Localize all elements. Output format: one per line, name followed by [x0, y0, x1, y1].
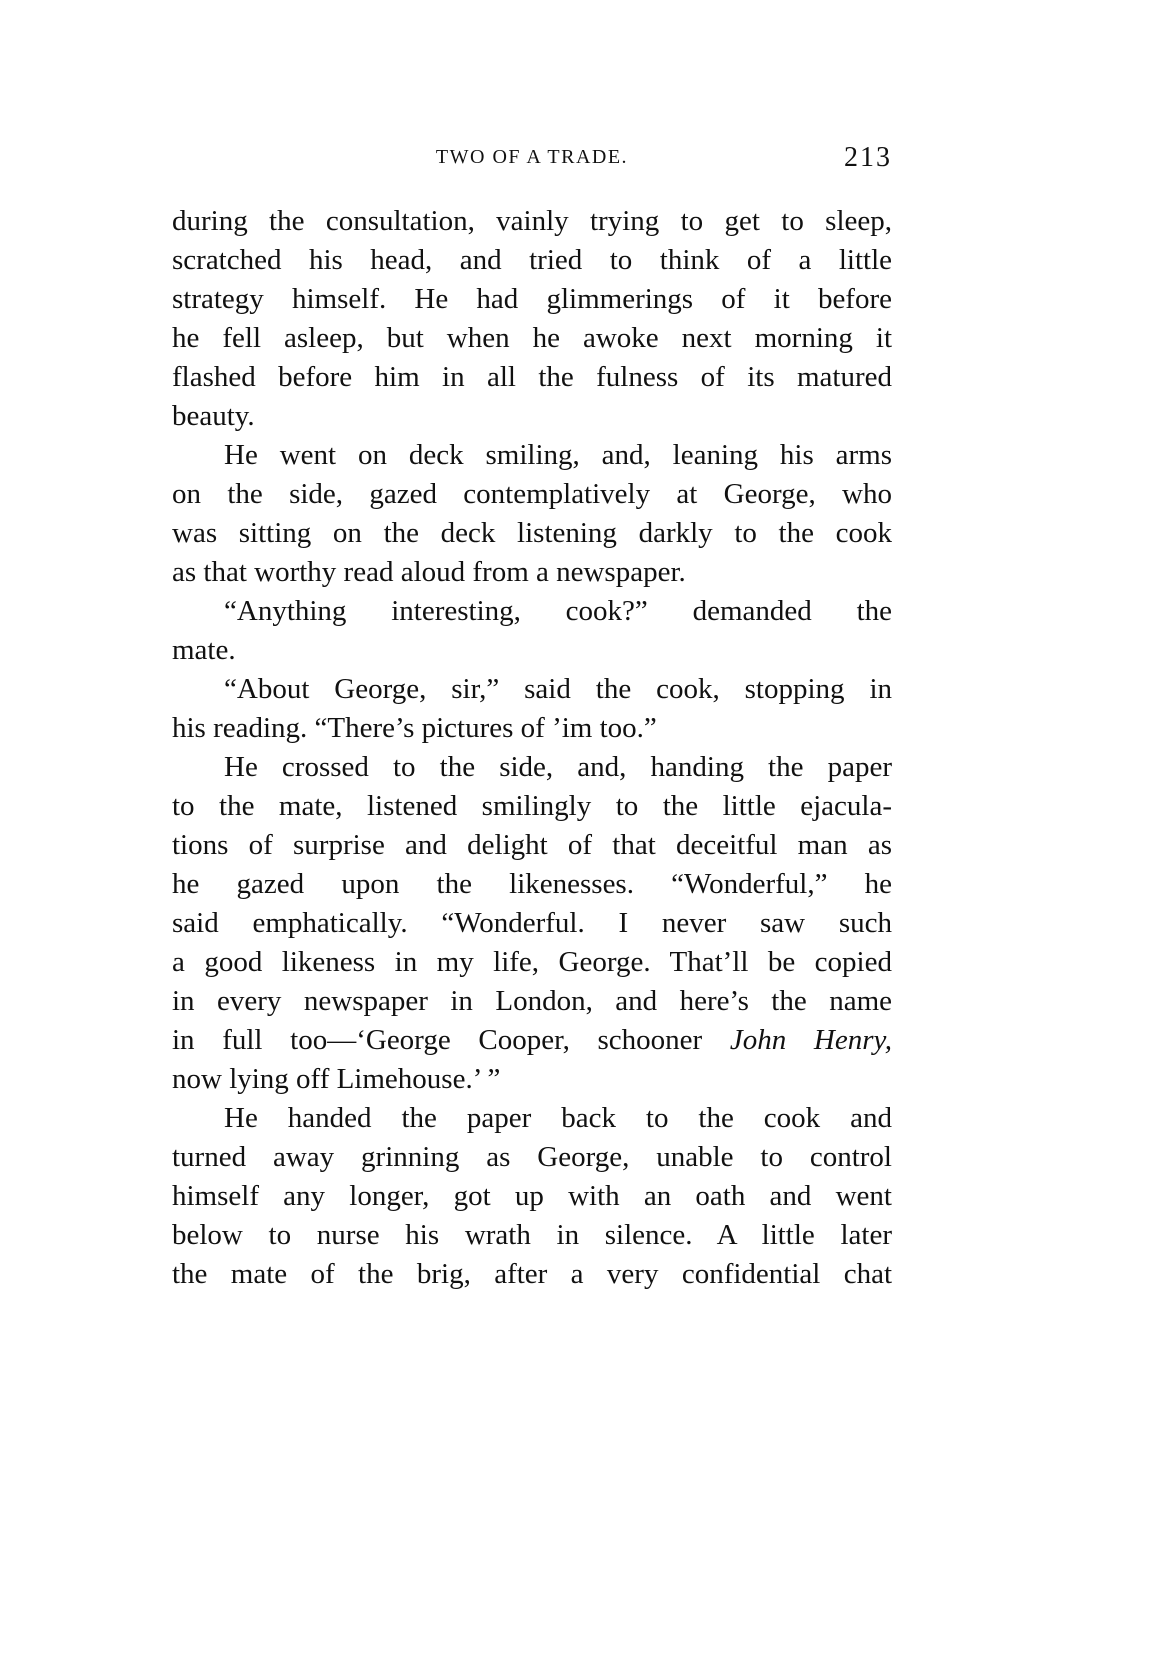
paragraph [172, 592, 892, 670]
text-line: tions of surprise and delight of that deceitful man as [172, 829, 892, 861]
text-line: to the mate, listened smilingly to the little ejacula- [172, 790, 892, 822]
page-number: 213 [844, 142, 892, 173]
paragraph [172, 202, 892, 436]
text-line: strategy himself. He had glimmerings of it before [172, 283, 892, 315]
body-text [172, 202, 892, 1294]
text-line: was sitting on the deck listening darkly to the cook [172, 517, 892, 549]
paragraph [172, 670, 892, 748]
text-line: during the consultation, vainly trying to get to sleep, [172, 205, 892, 237]
text-line: the mate of the brig, after a very confidential chat [172, 1258, 892, 1290]
text-line: said emphatically. “Wonderful. I never saw such [172, 907, 892, 939]
text-line: his reading. “There’s pictures of ’im too.” [172, 712, 657, 744]
text-line: he fell asleep, but when he awoke next morning it [172, 322, 892, 354]
ship-name: John Henry, [729, 1024, 893, 1056]
text-segment: in full too—‘George Cooper, schooner [172, 1024, 730, 1056]
running-title: TWO OF A TRADE. [435, 146, 629, 168]
text-line: “About George, sir,” said the cook, stopping in [224, 673, 892, 705]
text-line-with-ship-name [172, 1021, 892, 1060]
text-line: below to nurse his wrath in silence. A little later [172, 1219, 892, 1251]
text-line: beauty. [172, 400, 255, 432]
text-line: mate. [172, 634, 236, 666]
text-line: he gazed upon the likenesses. “Wonderful,” he [172, 868, 892, 900]
text-line: himself any longer, got up with an oath and went [172, 1180, 892, 1212]
text-line: as that worthy read aloud from a newspaper. [172, 556, 686, 588]
text-line: “Anything interesting, cook?” demanded the [224, 595, 892, 627]
text-line: scratched his head, and tried to think of a little [172, 244, 892, 276]
page-header [172, 142, 892, 186]
paragraph [172, 1099, 892, 1294]
text-line: He handed the paper back to the cook and [224, 1102, 892, 1134]
text-line: He crossed to the side, and, handing the paper [224, 751, 892, 783]
paragraph [172, 436, 892, 592]
text-line: now lying off Limehouse.’ ” [172, 1063, 501, 1095]
text-line: turned away grinning as George, unable to control [172, 1141, 892, 1173]
text-line: He went on deck smiling, and, leaning his arms [224, 439, 892, 471]
text-line: in every newspaper in London, and here’s the name [172, 985, 892, 1017]
paragraph [172, 748, 892, 1099]
text-line: a good likeness in my life, George. That’ll be copied [172, 946, 892, 978]
text-line: on the side, gazed contemplatively at George, who [172, 478, 892, 510]
text-line: flashed before him in all the fulness of its matured [172, 361, 892, 393]
